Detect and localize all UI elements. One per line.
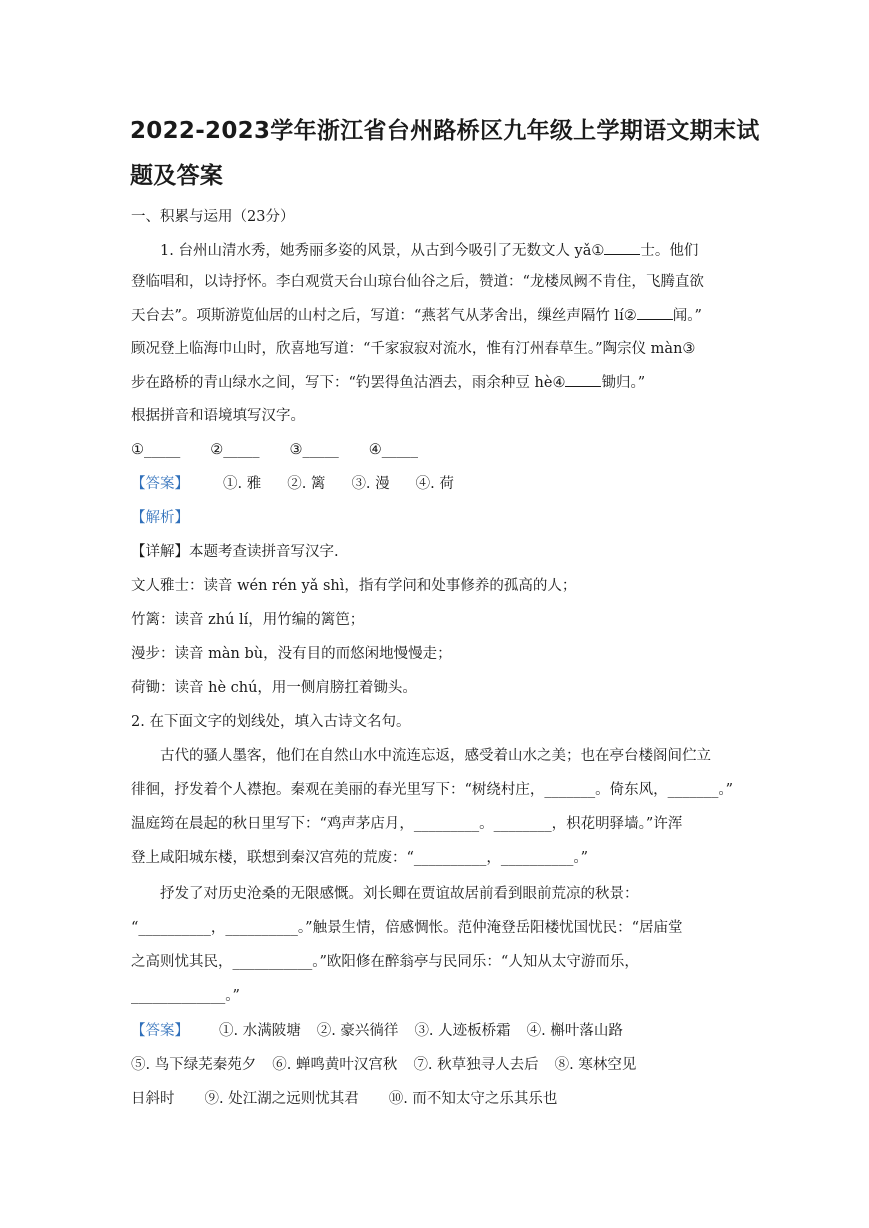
answer-item: ⑦. 秋草独寻人去后 bbox=[413, 1057, 539, 1073]
q1-text: 步在路桥的青山绿水之间，写下：“钓罢得鱼沽酒去，雨余种豆 hè④ bbox=[131, 375, 566, 391]
blank-label: ③_____ bbox=[289, 442, 339, 458]
q1-paragraph-line: 顾况登上临海巾山时，欣喜地写道：“千家寂寂对流水，惟有汀州春草生。”陶宗仪 màn③ bbox=[131, 341, 696, 357]
q2-paragraph-line: _____________。” bbox=[131, 988, 240, 1004]
analysis-tag: 【解析】 bbox=[131, 510, 189, 526]
q2-answer-row bbox=[131, 1021, 741, 1041]
answer-item: ⑥. 蝉鸣黄叶汉宫秋 bbox=[272, 1057, 398, 1073]
answer-item: ⑩. 而不知太守之乐其乐也 bbox=[388, 1091, 558, 1107]
q1-text: 闻。” bbox=[672, 308, 702, 324]
answer-tag: 【答案】 bbox=[131, 476, 189, 492]
page-title-line-2: 题及答案 bbox=[130, 163, 224, 189]
q1-answer-row bbox=[131, 474, 741, 494]
q1-paragraph-line bbox=[131, 372, 741, 393]
answer-item: ④. 槲叶落山路 bbox=[526, 1023, 623, 1039]
answer-tag: 【答案】 bbox=[131, 1023, 189, 1039]
q1-text: 1. 台州山清水秀，她秀丽多姿的风景，从古到今吸引了无数文人 yǎ① bbox=[160, 243, 605, 259]
answer-item: ③. 漫 bbox=[351, 476, 390, 492]
q2-paragraph-line: 温庭筠在晨起的秋日里写下：“鸡声茅店月，_________。________，枳花明驿墙。”许浑 bbox=[131, 816, 683, 832]
section-heading: 一、积累与运用（23分） bbox=[131, 209, 295, 225]
answer-item: ②. 篱 bbox=[287, 476, 326, 492]
answer-item: ⑨. 处江湖之远则忧其君 bbox=[204, 1091, 359, 1107]
q2-prompt: 2. 在下面文字的划线处，填入古诗文名句。 bbox=[131, 714, 411, 730]
q2-answer-row bbox=[131, 1055, 741, 1075]
q1-blank-row bbox=[131, 440, 741, 460]
detail-text: 【详解】本题考查读拼音写汉字. bbox=[131, 544, 339, 560]
q2-paragraph-line: “__________，__________。”触景生情，倍感惆怅。范仲淹登岳阳楼忧国忧民：“居庙堂 bbox=[131, 920, 683, 936]
answer-item: ②. 豪兴徜徉 bbox=[316, 1023, 399, 1039]
answer-item: ①. 雅 bbox=[223, 476, 262, 492]
q1-text: 士。他们 bbox=[640, 243, 699, 259]
fill-blank bbox=[637, 305, 673, 320]
answer-item: ⑧. 寒林空见 bbox=[554, 1057, 637, 1073]
answer-item: ⑤. 鸟下绿芜秦苑夕 bbox=[131, 1057, 257, 1073]
answer-item: ③. 人迹板桥霜 bbox=[414, 1023, 511, 1039]
q1-text: 锄归。” bbox=[601, 375, 646, 391]
q1-text: 天台去”。项斯游览仙居的山村之后，写道：“燕茗气从茅舍出，缫丝声隔竹 lí② bbox=[131, 308, 637, 324]
note-line: 文人雅士：读音 wén rén yǎ shì，指有学问和处事修养的孤高的人； bbox=[131, 578, 577, 594]
blank-label: ①_____ bbox=[131, 442, 181, 458]
fill-blank bbox=[604, 240, 640, 255]
q2-paragraph-line: 徘徊，抒发着个人襟抱。秦观在美丽的春光里写下：“树绕村庄，_______。倚东风，_______。” bbox=[131, 782, 734, 798]
q1-instruction: 根据拼音和语境填写汉字。 bbox=[131, 408, 305, 424]
answer-item: ①. 水满陂塘 bbox=[219, 1023, 301, 1039]
answer-item: ④. 荷 bbox=[415, 476, 454, 492]
page-title-line-1: 2022-2023学年浙江省台州路桥区九年级上学期语文期末试 bbox=[130, 118, 760, 144]
q1-paragraph-line bbox=[131, 305, 741, 326]
blank-label: ②_____ bbox=[210, 442, 260, 458]
fill-blank bbox=[565, 372, 601, 387]
note-line: 荷锄：读音 hè chú，用一侧肩膀扛着锄头。 bbox=[131, 680, 417, 696]
note-line: 漫步：读音 màn bù，没有目的而悠闲地慢慢走； bbox=[131, 646, 452, 662]
note-line: 竹篱：读音 zhú lí，用竹编的篱笆； bbox=[131, 612, 365, 628]
blank-label: ④_____ bbox=[368, 442, 418, 458]
q2-paragraph-line: 登上咸阳城东楼，联想到秦汉宫苑的荒废：“__________，__________。” bbox=[131, 850, 589, 866]
q2-paragraph-line: 之高则忧其民，___________。”欧阳修在醉翁亭与民同乐：“人知从太守游而乐， bbox=[131, 954, 639, 970]
answer-item: 日斜时 bbox=[131, 1091, 175, 1107]
q2-answer-row bbox=[131, 1089, 741, 1109]
q2-paragraph-line: 抒发了对历史沧桑的无限感慨。刘长卿在贾谊故居前看到眼前荒凉的秋景： bbox=[160, 886, 639, 902]
q1-paragraph-line: 登临唱和，以诗抒怀。李白观赏天台山琼台仙谷之后，赞道：“龙楼凤阙不肯住，飞腾直欲 bbox=[131, 274, 704, 290]
q2-paragraph-line: 古代的骚人墨客，他们在自然山水中流连忘返，感受着山水之美；也在亭台楼阁间伫立 bbox=[160, 748, 711, 764]
q1-paragraph-line bbox=[160, 240, 741, 261]
